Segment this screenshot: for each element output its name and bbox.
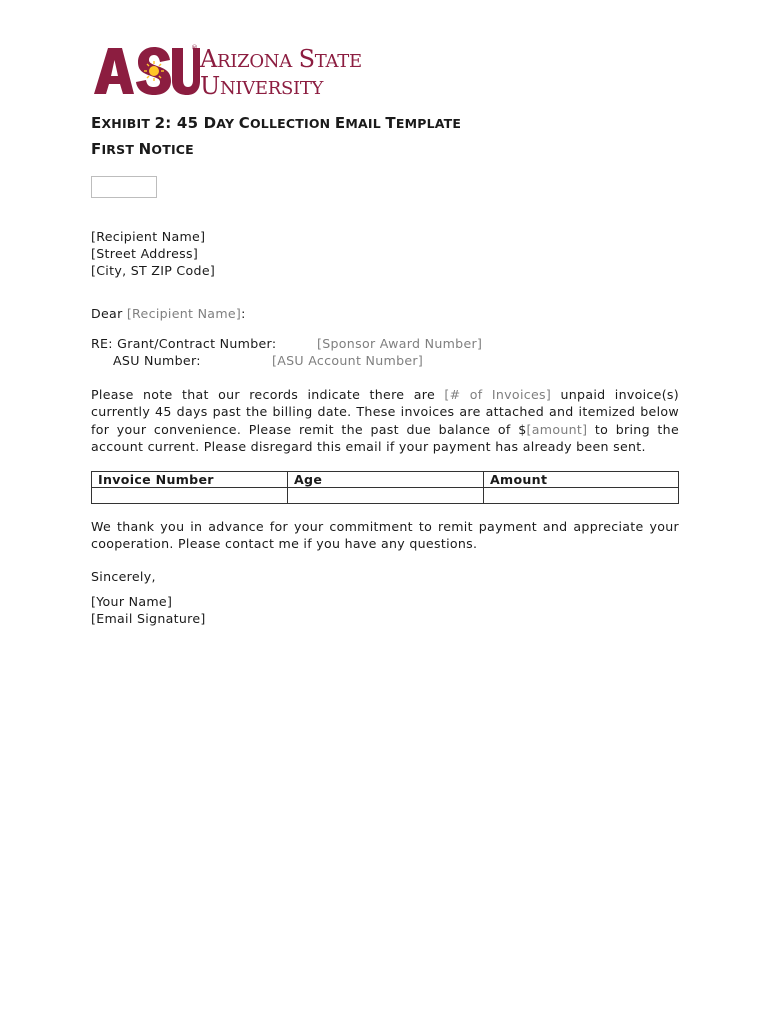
- closing-signature: [Email Signature]: [91, 611, 206, 626]
- re-grant-label: RE: Grant/Contract Number:: [91, 336, 277, 351]
- heading-fragment: AY: [216, 116, 239, 131]
- table-header-row: [92, 472, 679, 488]
- sun-icon: [144, 61, 164, 81]
- heading-fragment: N: [138, 140, 152, 158]
- body-paragraph-2: We thank you in advance for your commitment to remit payment and appreciate your cooperation. Please contact me if you have any questions.: [91, 519, 679, 552]
- closing-sincerely: Sincerely,: [91, 569, 156, 584]
- salutation-recipient-placeholder: [Recipient Name]: [126, 306, 242, 321]
- re-grant-value: [Sponsor Award Number]: [317, 336, 483, 351]
- university-name: ARIZONA STATE UNIVERSITY: [200, 45, 362, 100]
- exhibit-title: [91, 113, 461, 132]
- closing-name: [Your Name]: [91, 594, 173, 609]
- heading-fragment: XHIBIT: [101, 116, 155, 131]
- heading-fragment: E: [91, 114, 102, 132]
- heading-fragment: EMPLATE: [395, 116, 462, 131]
- heading-fragment: E: [334, 114, 346, 132]
- blank-field: [91, 176, 157, 198]
- column-header: Amount: [484, 472, 679, 488]
- heading-fragment: 2: 45 D: [154, 114, 217, 132]
- table-cell: [484, 488, 679, 504]
- asu-sunburst-mark: [92, 44, 200, 96]
- salutation: Dear [Recipient Name]:: [91, 306, 246, 321]
- notice-title: [91, 139, 194, 158]
- registered-mark: ®: [191, 44, 198, 52]
- heading-fragment: F: [91, 140, 102, 158]
- heading-fragment: MAIL: [345, 116, 386, 131]
- invoice-table: [91, 471, 679, 504]
- asu-logo: [92, 44, 382, 100]
- invoice-count-placeholder: [# of Invoices]: [444, 387, 552, 402]
- amount-placeholder: [amount]: [526, 421, 588, 437]
- address-city: [City, ST ZIP Code]: [91, 263, 216, 278]
- table-row: [92, 488, 679, 504]
- column-header: Invoice Number: [92, 472, 288, 488]
- address-street: [Street Address]: [91, 246, 199, 261]
- table-cell: [92, 488, 288, 504]
- re-asu-label: ASU Number:: [113, 353, 201, 368]
- column-header: Age: [288, 472, 484, 488]
- heading-fragment: C: [238, 114, 250, 132]
- heading-fragment: IRST: [101, 142, 139, 157]
- address-recipient: [Recipient Name]: [91, 229, 206, 244]
- heading-fragment: OLLECTION: [249, 116, 335, 131]
- table-cell: [288, 488, 484, 504]
- re-asu-value: [ASU Account Number]: [272, 353, 424, 368]
- heading-fragment: OTICE: [151, 142, 194, 157]
- heading-fragment: T: [385, 114, 396, 132]
- body-paragraph-1: Please note that our records indicate there are [# of Invoices] unpaid invoice(s) currently 45 days past the billing date. These invoices are attached and itemized below for your convenience. Please remit the past due balance of $[amount] to bring the account current. Please disregard this email if your payment has already been sent.: [91, 387, 680, 455]
